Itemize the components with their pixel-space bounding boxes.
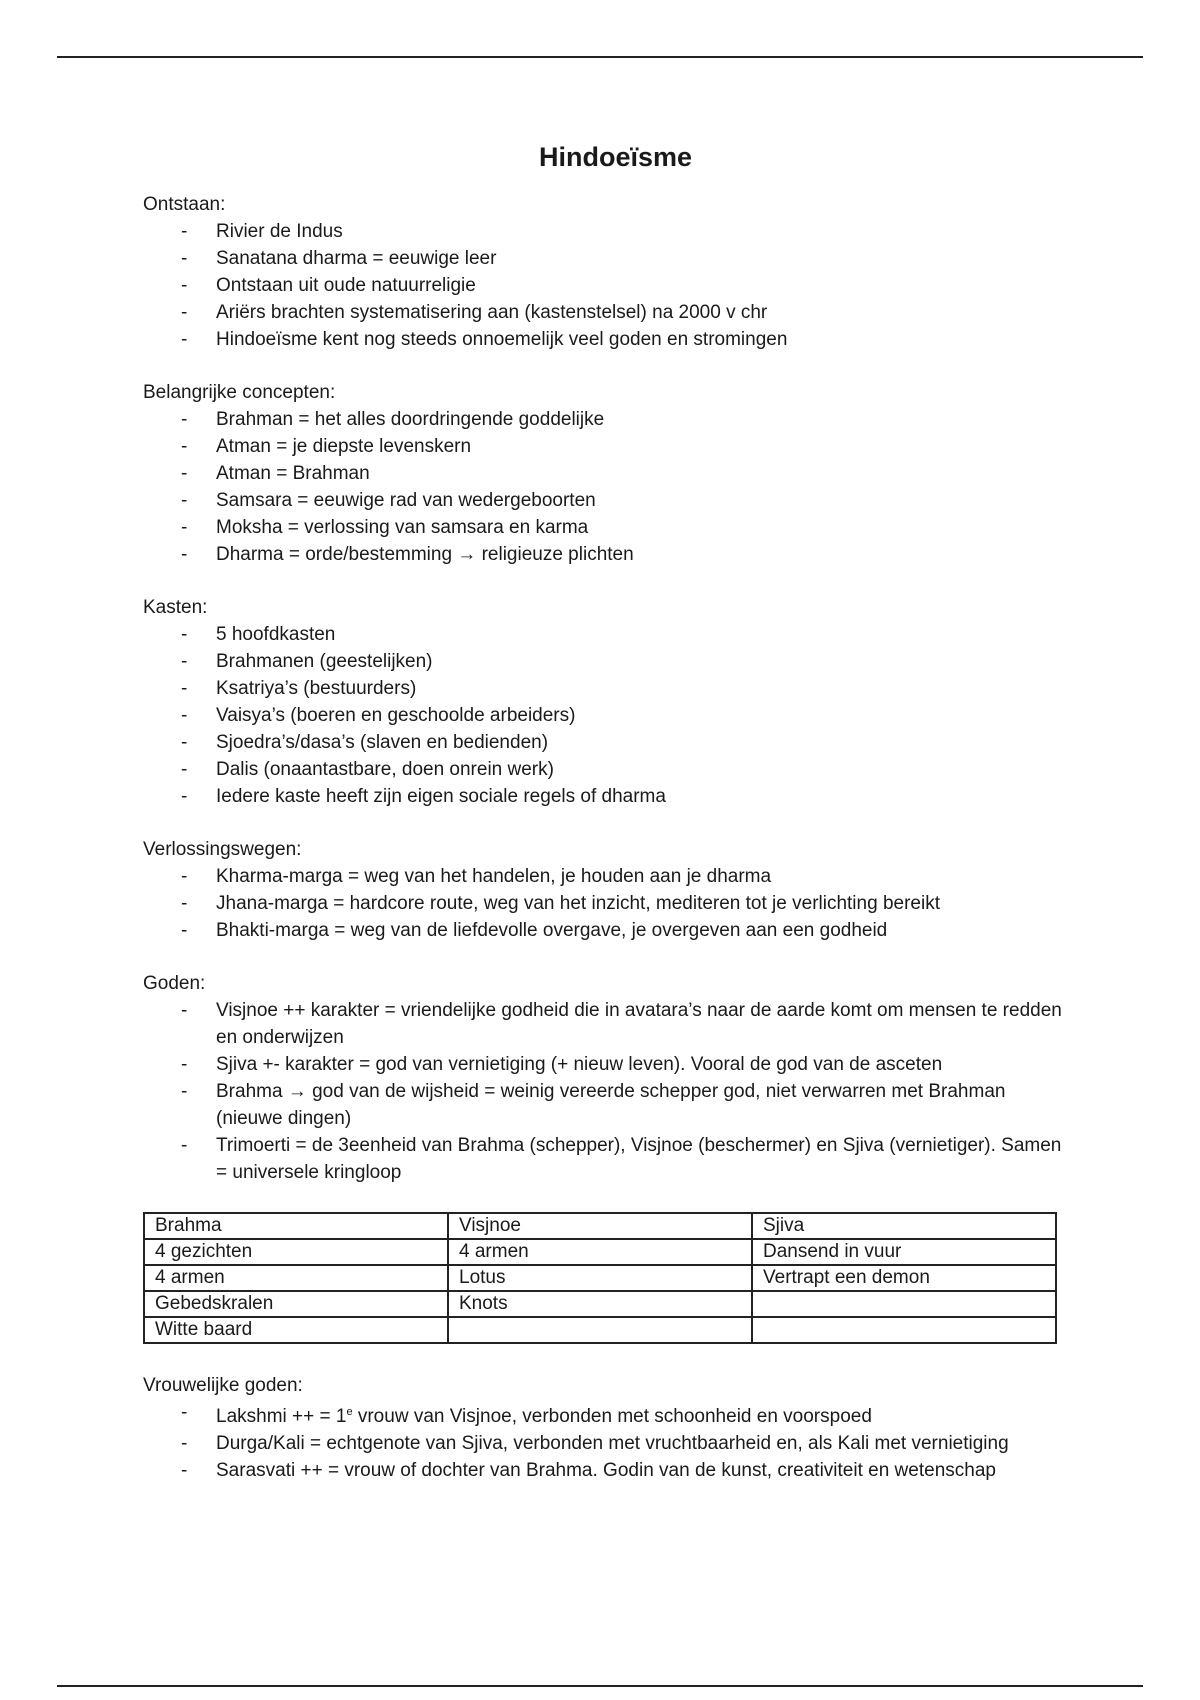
table-cell: Gebedskralen: [144, 1291, 448, 1317]
list-item: - Brahman = het alles doordringende goddelijke: [143, 406, 1073, 433]
list-item: - Atman = je diepste levenskern: [143, 433, 1073, 460]
bullet-list: [143, 863, 1073, 944]
table-cell: [448, 1317, 752, 1343]
list-item: - Hindoeïsme kent nog steeds onnoemelijk veel goden en stromingen: [143, 326, 1073, 353]
section-concepten: [143, 379, 1073, 568]
bullet-list: [143, 997, 1073, 1186]
bullet-list: [143, 406, 1073, 568]
table-cell: Brahma: [144, 1213, 448, 1239]
list-item: [143, 1399, 1073, 1430]
table-cell: Lotus: [448, 1265, 752, 1291]
table-row: [144, 1291, 1056, 1317]
list-item: - Samsara = eeuwige rad van wedergeboorten: [143, 487, 1073, 514]
list-item: - Ontstaan uit oude natuurreligie: [143, 272, 1073, 299]
section-verlossingswegen: [143, 836, 1073, 944]
header-rule: [57, 56, 1143, 58]
section-goden: [143, 970, 1073, 1186]
table-row: [144, 1239, 1056, 1265]
list-item: - Kharma-marga = weg van het handelen, je houden aan je dharma: [143, 863, 1073, 890]
table-cell: 4 armen: [448, 1239, 752, 1265]
gods-table: [143, 1212, 1057, 1344]
list-item: - Brahmanen (geestelijken): [143, 648, 1073, 675]
list-item: - Trimoerti = de 3eenheid van Brahma (schepper), Visjnoe (beschermer) en Sjiva (vernietiger). Samen = universele kringloop: [143, 1132, 1073, 1186]
list-item: - Ariërs brachten systematisering aan (kastenstelsel) na 2000 v chr: [143, 299, 1073, 326]
table-cell: 4 armen: [144, 1265, 448, 1291]
table-cell: Visjnoe: [448, 1213, 752, 1239]
table-cell: [752, 1291, 1056, 1317]
list-item: - Sjoedra’s/dasa’s (slaven en bedienden): [143, 729, 1073, 756]
list-item: - Moksha = verlossing van samsara en karma: [143, 514, 1073, 541]
table-row: [144, 1317, 1056, 1343]
list-item: - Dharma = orde/bestemming → religieuze plichten: [143, 541, 1073, 568]
list-item: - Atman = Brahman: [143, 460, 1073, 487]
table-row: [144, 1265, 1056, 1291]
section-vrouwelijke-goden: [143, 1372, 1073, 1484]
lakshmi-text-start: Lakshmi ++ = 1: [216, 1406, 347, 1427]
list-item: - Jhana-marga = hardcore route, weg van het inzicht, mediteren tot je verlichting bereikt: [143, 890, 1073, 917]
table-cell: Vertrapt een demon: [752, 1265, 1056, 1291]
list-item: - 5 hoofdkasten: [143, 621, 1073, 648]
list-item: - Visjnoe ++ karakter = vriendelijke godheid die in avatara’s naar de aarde komt om mensen te redden en onderwijzen: [143, 997, 1073, 1051]
footer-rule: [57, 1685, 1143, 1687]
section-heading: Vrouwelijke goden:: [143, 1375, 303, 1396]
list-item: - Bhakti-marga = weg van de liefdevolle overgave, je overgeven aan een godheid: [143, 917, 1073, 944]
bullet-list: [143, 218, 1073, 353]
bullet-list: [143, 1399, 1073, 1484]
section-heading: Belangrijke concepten:: [143, 382, 336, 403]
list-item: - Rivier de Indus: [143, 218, 1073, 245]
list-item: - Brahma → god van de wijsheid = weinig vereerde schepper god, niet verwarren met Brahman (nieuwe dingen): [143, 1078, 1073, 1132]
table-cell: Dansend in vuur: [752, 1239, 1056, 1265]
document-body: [143, 142, 1073, 1510]
ordinal-superscript: e: [346, 1406, 353, 1418]
section-kasten: [143, 594, 1073, 810]
table-cell: [752, 1317, 1056, 1343]
lakshmi-text-end: vrouw van Visjnoe, verbonden met schoonheid en voorspoed: [352, 1406, 872, 1427]
list-item: - Iedere kaste heeft zijn eigen sociale regels of dharma: [143, 783, 1073, 810]
section-heading: Ontstaan:: [143, 194, 226, 215]
list-item: - Durga/Kali = echtgenote van Sjiva, verbonden met vruchtbaarheid en, als Kali met vernietiging: [143, 1430, 1073, 1457]
list-item: - Sarasvati ++ = vrouw of dochter van Brahma. Godin van de kunst, creativiteit en wetenschap: [143, 1457, 1073, 1484]
bullet-list: [143, 621, 1073, 810]
table-cell: Knots: [448, 1291, 752, 1317]
page-title: Hindoeïsme: [538, 142, 693, 172]
list-item: - Dalis (onaantastbare, doen onrein werk): [143, 756, 1073, 783]
table-cell: 4 gezichten: [144, 1239, 448, 1265]
section-ontstaan: [143, 191, 1073, 353]
section-heading: Kasten:: [143, 597, 208, 618]
table-cell: Witte baard: [144, 1317, 448, 1343]
section-heading: Verlossingswegen:: [143, 839, 302, 860]
section-heading: Goden:: [143, 973, 206, 994]
table-row: [144, 1213, 1056, 1239]
list-item: - Sanatana dharma = eeuwige leer: [143, 245, 1073, 272]
list-item: - Vaisya’s (boeren en geschoolde arbeiders): [143, 702, 1073, 729]
list-item: - Ksatriya’s (bestuurders): [143, 675, 1073, 702]
list-item: - Sjiva +- karakter = god van vernietiging (+ nieuw leven). Vooral de god van de asceten: [143, 1051, 1073, 1078]
table-cell: Sjiva: [752, 1213, 1056, 1239]
